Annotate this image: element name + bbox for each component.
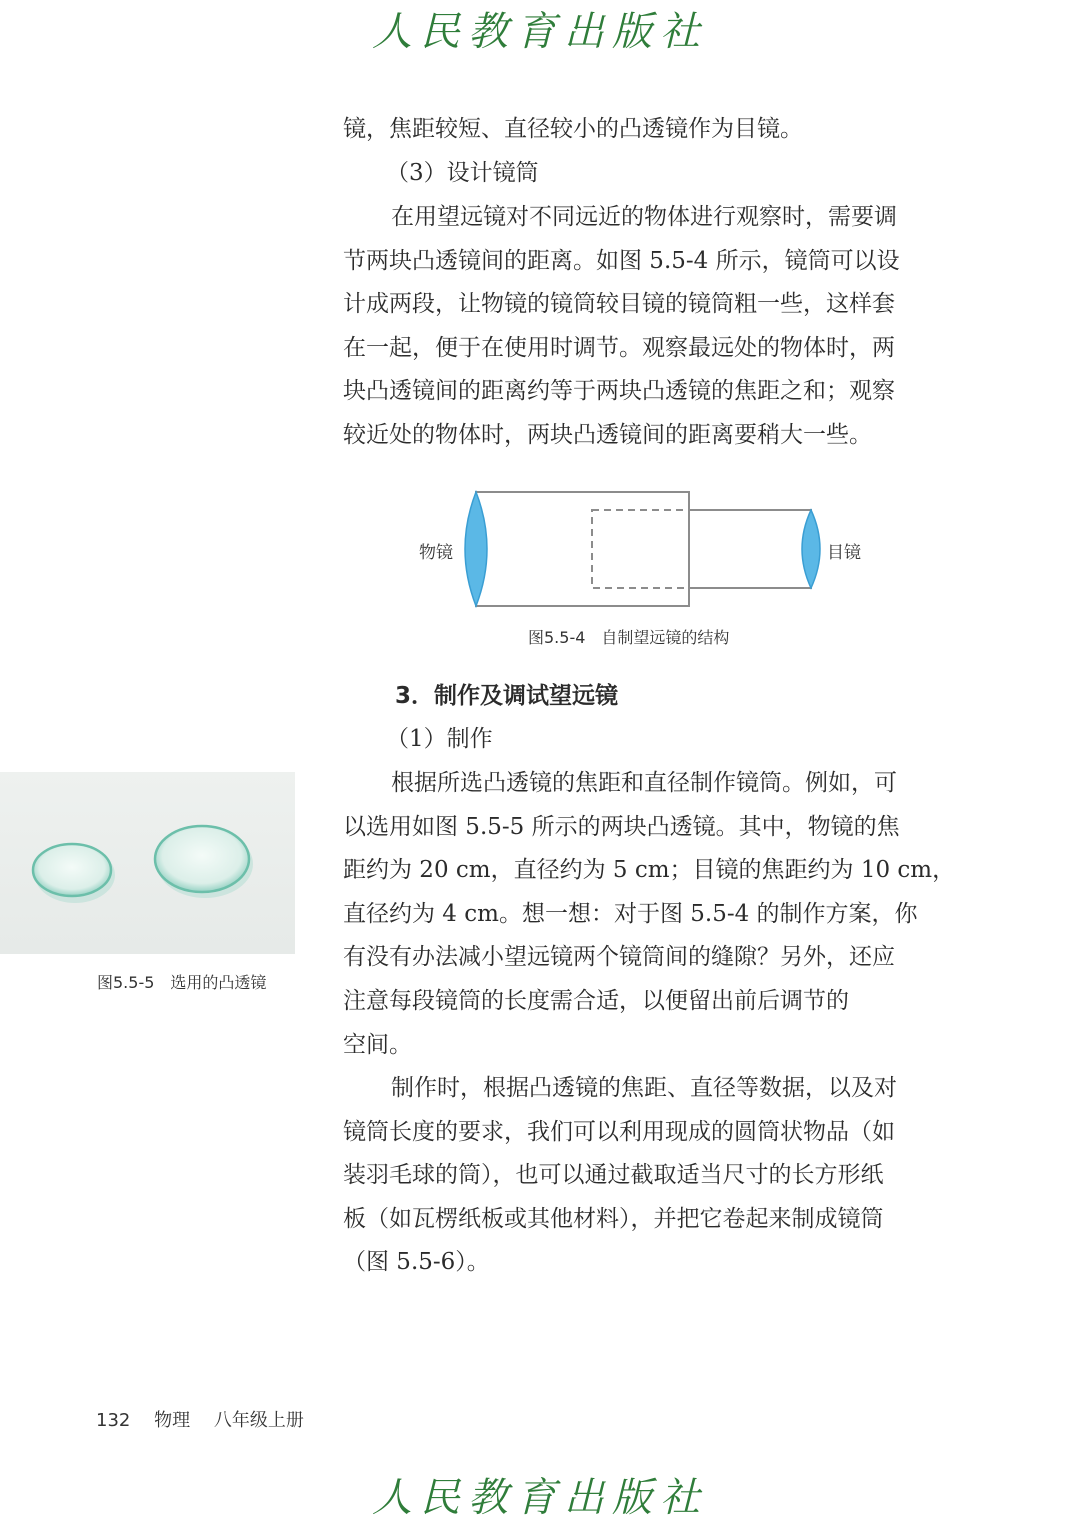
text-line: 较近处的物体时，两块凸透镜间的距离要稍大一些。 <box>343 421 872 448</box>
large-lens <box>155 826 249 892</box>
section-heading: 3．制作及调试望远镜 <box>395 683 619 709</box>
text-line: 距约为 20 cm，直径约为 5 cm；目镜的焦距约为 10 cm， <box>343 857 956 884</box>
text-line: 装羽毛球的筒），也可以通过截取适当尺寸的长方形纸 <box>343 1162 884 1189</box>
text-line: 镜筒长度的要求，我们可以利用现成的圆筒状物品（如 <box>343 1118 895 1145</box>
page-footer <box>96 1406 322 1432</box>
text-line: 根据所选凸透镜的焦距和直径制作镜筒。例如，可 <box>391 770 897 796</box>
text-line: 节两块凸透镜间的距离。如图 5.5-4 所示，镜筒可以设 <box>343 247 900 274</box>
subject-name: 物理 <box>154 1410 191 1431</box>
eyepiece-lens <box>802 510 820 588</box>
lenses-illustration <box>0 772 295 954</box>
text-line: 注意每段镜筒的长度需合适，以便留出前后调节的 <box>343 987 849 1014</box>
eyepiece-tube <box>689 510 811 588</box>
subheading-make: （1）制作 <box>386 726 493 752</box>
text-line: 直径约为 4 cm。想一想：对于图 5.5-4 的制作方案，你 <box>343 900 918 927</box>
text-line: 制作时，根据凸透镜的焦距、直径等数据，以及对 <box>391 1075 897 1101</box>
eyepiece-lens-label: 目镜 <box>827 543 861 563</box>
text-line: 有没有办法减小望远镜两个镜筒间的缝隙？另外，还应 <box>343 944 895 971</box>
publisher-logo-bottom: 人民教育出版社 <box>372 1475 708 1521</box>
subheading-design-tube: （3）设计镜筒 <box>386 160 539 186</box>
text-line: 块凸透镜间的距离约等于两块凸透镜的焦距之和；观察 <box>343 378 895 405</box>
text-line: 镜，焦距较短、直径较小的凸透镜作为目镜。 <box>343 116 803 142</box>
text-line: （图 5.5-6）。 <box>343 1249 490 1276</box>
grade-name: 八年级上册 <box>213 1410 304 1431</box>
text-line: 以选用如图 5.5-5 所示的两块凸透镜。其中，物镜的焦 <box>343 813 900 840</box>
text-line: 在一起，便于在使用时调节。观察最远处的物体时，两 <box>343 334 895 361</box>
paragraph-continuation <box>343 108 943 152</box>
figure-caption-554: 图5.5-4 自制望远镜的结构 <box>528 628 730 647</box>
text-line: 空间。 <box>343 1031 412 1058</box>
convex-lenses-photo <box>0 772 295 954</box>
paragraph-make-2 <box>343 1067 943 1285</box>
text-line: 板（如瓦楞纸板或其他材料），并把它卷起来制成镜筒 <box>343 1205 884 1232</box>
objective-lens <box>465 492 487 606</box>
text-line: 计成两段，让物镜的镜筒较目镜的镜筒粗一些，这样套 <box>343 291 895 318</box>
small-lens <box>33 844 111 896</box>
page-number: 132 <box>96 1410 131 1431</box>
text-line: 在用望远镜对不同远近的物体进行观察时，需要调 <box>391 204 897 230</box>
paragraph-design-tube <box>343 196 943 458</box>
eyepiece-tube-hidden <box>592 510 689 588</box>
paragraph-make-1 <box>343 762 956 1067</box>
publisher-logo-top: 人民教育出版社 <box>372 9 708 55</box>
telescope-structure-diagram <box>400 480 880 660</box>
figure-caption-555: 图5.5-5 选用的凸透镜 <box>97 973 267 992</box>
objective-lens-label: 物镜 <box>419 543 453 563</box>
